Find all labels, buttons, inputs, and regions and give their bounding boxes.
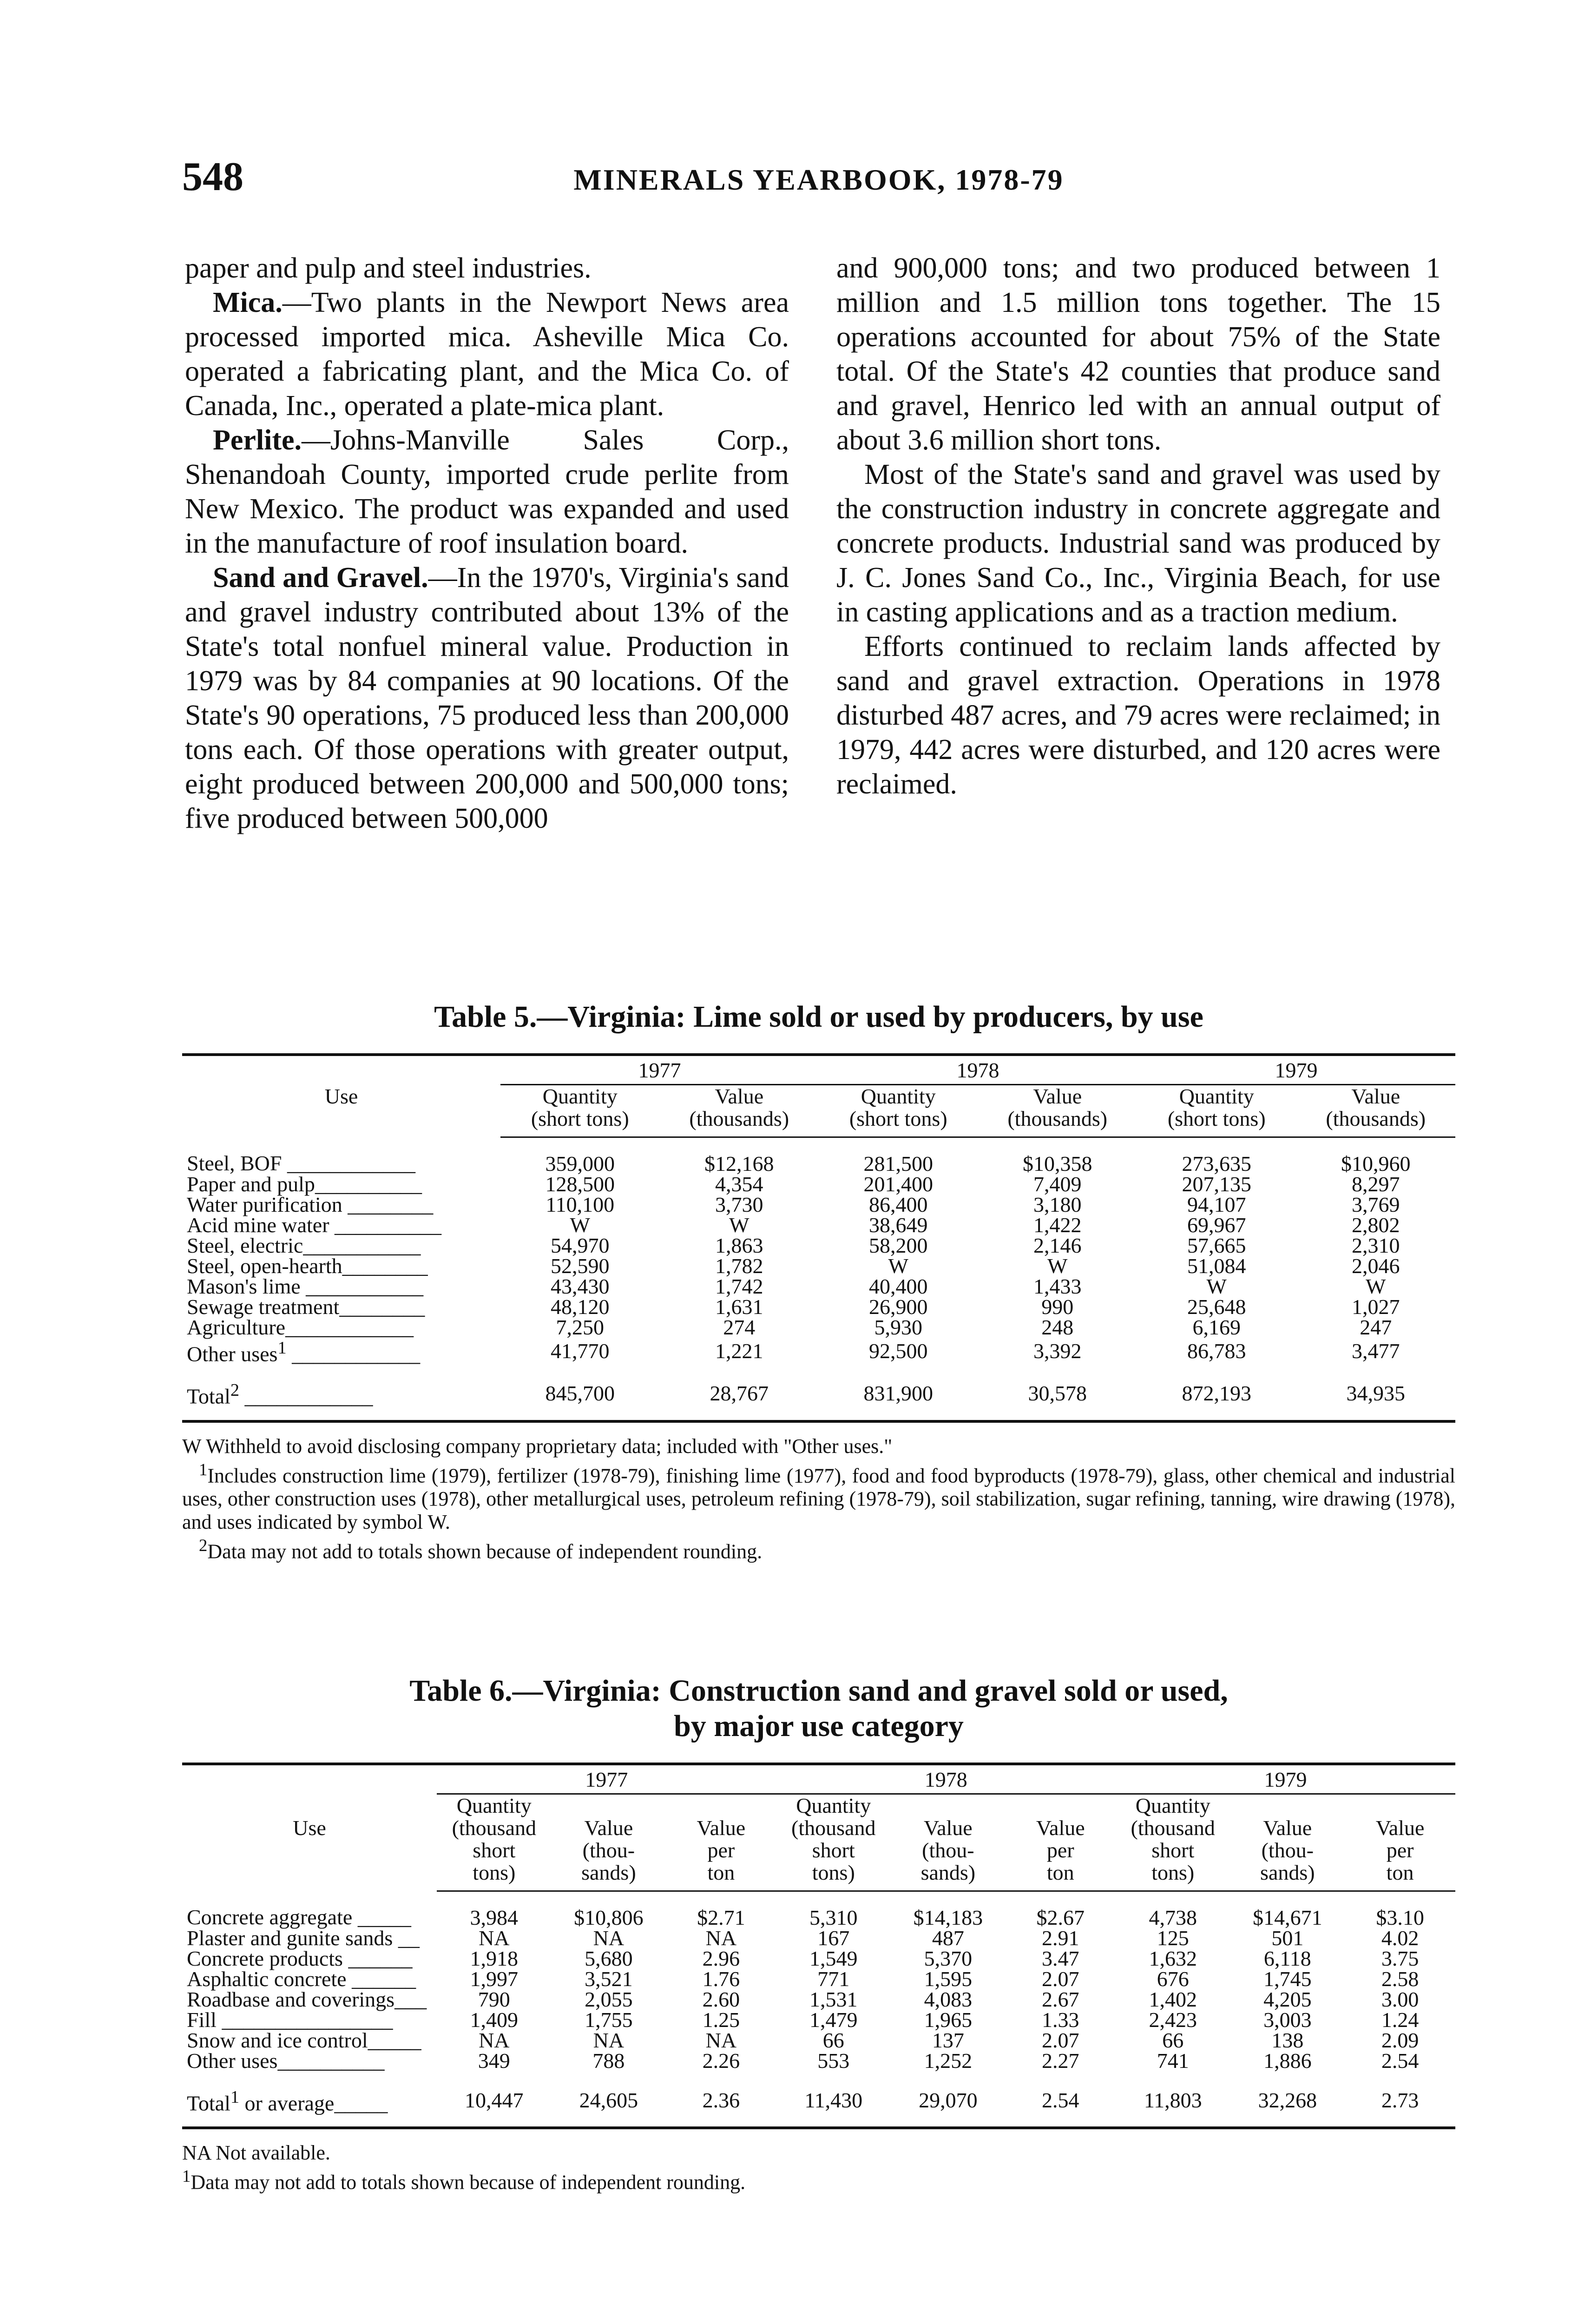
left-column xyxy=(185,251,789,836)
total-label: Total$^2$ ____________ xyxy=(182,1364,500,1421)
cell: $2.71 xyxy=(697,1906,745,1929)
cell: 1,409 xyxy=(470,2008,519,2032)
cell: $14,183 xyxy=(913,1906,983,1929)
cell: 3,180 xyxy=(1033,1193,1082,1216)
cell: $14,671 xyxy=(1253,1906,1322,1929)
row-label: Agriculture____________ xyxy=(187,1315,414,1339)
cell: $12,168 xyxy=(704,1152,774,1175)
paragraph-operations: and 900,000 tons; and two produced between 1 million and 1.5 million tons together. The 15 operations accounted for about 75% of the State total. Of the State's 42 counties that produce sand and gravel, Henrico led with an annual output of about 3.6 million short tons. xyxy=(836,252,1440,456)
cell: 137 xyxy=(932,2028,964,2052)
cell: 3,392 xyxy=(1033,1339,1082,1363)
cell: 51,084 xyxy=(1187,1254,1246,1278)
cell: 1,755 xyxy=(585,2008,633,2032)
run-in-heading-perlite: Perlite. xyxy=(213,424,302,456)
table-row xyxy=(182,1195,1455,1215)
cell: 86,400 xyxy=(869,1193,928,1216)
cell: 1,782 xyxy=(715,1254,763,1278)
cell: W xyxy=(729,1213,749,1237)
table-row xyxy=(182,1276,1455,1297)
cell: 125 xyxy=(1157,1926,1189,1950)
cell: 771 xyxy=(817,1967,850,1991)
cell: 128,500 xyxy=(545,1172,615,1196)
paragraph-text: —Two plants in the Newport News area processed imported mica. Asheville Mica Co. operated a fabricating plant, and the Mica Co. of Canada, Inc., operated a plate-mica plant. xyxy=(185,287,789,422)
table5-quantity-header: Quantity (short tons) xyxy=(819,1085,978,1137)
cell: 3,730 xyxy=(715,1193,763,1216)
cell: W xyxy=(1206,1274,1227,1298)
table5-year-header: 1977 xyxy=(500,1056,819,1085)
cell: 1.24 xyxy=(1381,2008,1419,2032)
cell: 86,783 xyxy=(1187,1339,1246,1363)
table5-quantity-header: Quantity (short tons) xyxy=(500,1085,660,1137)
table-row xyxy=(182,1174,1455,1195)
cell: 1,745 xyxy=(1263,1967,1312,1991)
table-row xyxy=(182,1969,1455,1989)
table5-value-header: Value (thousands) xyxy=(1296,1085,1456,1137)
table6-sand-gravel-by-use xyxy=(182,1673,1455,2194)
total-row xyxy=(182,1364,1455,1421)
cell: 4,738 xyxy=(1149,1906,1197,1929)
table6-quantity-header: Quantity (thousand short tons) xyxy=(776,1794,891,1891)
cell: 58,200 xyxy=(869,1234,928,1257)
cell: 2,310 xyxy=(1352,1234,1400,1257)
table6-per-ton-header: Value per ton xyxy=(1006,1794,1116,1891)
cell: 201,400 xyxy=(863,1172,933,1196)
cell: 3,769 xyxy=(1352,1193,1400,1216)
cell: 1,433 xyxy=(1033,1274,1082,1298)
footnote-1: $^1$Includes construction lime (1979), fertilizer (1978-79), finishing lime (1977), food and food byproducts (1978-79), glass, other chemical and industrial uses, other construction uses (1978), other metallurgical uses, petroleum refining (1978-79), soil stabilization, sugar refining, tanning, wire drawing (1978), and uses indicated by symbol W. xyxy=(182,1459,1455,1534)
cell: 3,521 xyxy=(585,1967,633,1991)
cell: 92,500 xyxy=(869,1339,928,1363)
right-column xyxy=(836,251,1440,801)
table5-quantity-header: Quantity (short tons) xyxy=(1137,1085,1296,1137)
cell: 1,252 xyxy=(924,2049,973,2073)
cell: 2,423 xyxy=(1149,2008,1197,2032)
table-row xyxy=(182,2030,1455,2051)
table6-year-header: 1977 xyxy=(437,1765,776,1794)
cell: 167 xyxy=(817,1926,850,1950)
cell: 1,402 xyxy=(1149,1987,1197,2011)
cell: 831,900 xyxy=(819,1364,978,1421)
cell: 1,531 xyxy=(809,1987,858,2011)
page-number: 548 xyxy=(182,154,243,199)
table5-year-header: 1978 xyxy=(819,1056,1137,1085)
table5-lime-by-use xyxy=(182,999,1455,1564)
footnote-na: NA Not available. xyxy=(182,2141,330,2165)
row-label: Snow and ice control_____ xyxy=(187,2028,421,2052)
cell: 4,354 xyxy=(715,1172,763,1196)
cell: 5,680 xyxy=(585,1947,633,1970)
cell: 3.00 xyxy=(1381,1987,1419,2011)
table5-footnotes xyxy=(182,1435,1455,1564)
cell: 30,578 xyxy=(978,1364,1137,1421)
cell: 553 xyxy=(817,2049,850,2073)
cell: 32,268 xyxy=(1230,2071,1345,2128)
row-label: Roadbase and coverings___ xyxy=(187,1987,427,2011)
cell: 2,046 xyxy=(1352,1254,1400,1278)
cell: 1,221 xyxy=(715,1339,763,1363)
cell: 2.60 xyxy=(702,1987,740,2011)
cell: 2.09 xyxy=(1381,2028,1419,2052)
cell: 872,193 xyxy=(1137,1364,1296,1421)
row-label: Paper and pulp__________ xyxy=(187,1172,422,1196)
table6-quantity-header: Quantity (thousand short tons) xyxy=(437,1794,552,1891)
cell: 69,967 xyxy=(1187,1213,1246,1237)
cell: 2.36 xyxy=(666,2071,776,2128)
cell: 29,070 xyxy=(891,2071,1006,2128)
cell: W xyxy=(1366,1274,1386,1298)
cell: NA xyxy=(705,2028,737,2052)
paragraph-reclamation: Efforts continued to reclaim lands affected by sand and gravel extraction. Operations in 1978 disturbed 487 acres, and 79 acres were reclaimed; in 1979, 442 acres were disturbed, and 120 acres were reclaimed. xyxy=(836,631,1440,800)
cell: 1,863 xyxy=(715,1234,763,1257)
cell: 1,997 xyxy=(470,1967,519,1991)
cell: 1,965 xyxy=(924,2008,973,2032)
cell: 66 xyxy=(1162,2028,1184,2052)
cell: 24,605 xyxy=(552,2071,666,2128)
paragraph-text: paper and pulp and steel industries. xyxy=(185,252,592,284)
cell: 1.33 xyxy=(1042,2008,1079,2032)
table6-footnotes xyxy=(182,2141,1455,2194)
table-row xyxy=(182,1256,1455,1276)
row-label: Mason's lime ___________ xyxy=(187,1274,424,1298)
cell: 2.27 xyxy=(1042,2049,1079,2073)
cell: 43,430 xyxy=(551,1274,610,1298)
row-label: Steel, open-hearth________ xyxy=(187,1254,428,1278)
cell: 2.91 xyxy=(1042,1926,1079,1950)
table5-value-header: Value (thousands) xyxy=(978,1085,1137,1137)
total-label: Total$^1$ or average_____ xyxy=(182,2071,437,2128)
cell: 48,120 xyxy=(551,1295,610,1319)
table-row xyxy=(182,1891,1455,1928)
cell: 10,447 xyxy=(437,2071,552,2128)
cell: 845,700 xyxy=(500,1364,660,1421)
cell: 57,665 xyxy=(1187,1234,1246,1257)
cell: 11,803 xyxy=(1116,2071,1230,2128)
cell: $10,358 xyxy=(1023,1152,1092,1175)
row-label: Sewage treatment________ xyxy=(187,1295,425,1319)
cell: 28,767 xyxy=(660,1364,819,1421)
cell: 1.25 xyxy=(702,2008,740,2032)
footnote-2: $^2$Data may not add to totals shown because of independent rounding. xyxy=(199,1536,763,1563)
cell: 41,770 xyxy=(551,1339,610,1363)
cell: 138 xyxy=(1271,2028,1304,2052)
cell: 2.54 xyxy=(1381,2049,1419,2073)
cell: 1,479 xyxy=(809,2008,858,2032)
cell: 790 xyxy=(478,1987,510,2011)
cell: 1,742 xyxy=(715,1274,763,1298)
cell: W xyxy=(1047,1254,1068,1278)
cell: 676 xyxy=(1157,1967,1189,1991)
cell: 2,055 xyxy=(585,1987,633,2011)
cell: 94,107 xyxy=(1187,1193,1246,1216)
row-label: Acid mine water __________ xyxy=(187,1213,442,1237)
row-label: Fill ________________ xyxy=(187,2008,393,2032)
cell: 1,918 xyxy=(470,1947,519,1970)
table6-per-ton-header: Value per ton xyxy=(666,1794,776,1891)
table6-use-header: Use xyxy=(293,1816,326,1840)
cell: 1,027 xyxy=(1352,1295,1400,1319)
cell: NA xyxy=(705,1926,737,1950)
row-label: Concrete aggregate _____ xyxy=(187,1905,411,1929)
cell: 25,648 xyxy=(1187,1295,1246,1319)
cell: $3.10 xyxy=(1376,1906,1424,1929)
cell: 5,370 xyxy=(924,1947,973,1970)
cell: 5,310 xyxy=(809,1906,858,1929)
cell: 54,970 xyxy=(551,1234,610,1257)
cell: 990 xyxy=(1041,1295,1074,1319)
table5-title: Table 5.—Virginia: Lime sold or used by producers, by use xyxy=(434,1000,1203,1034)
cell: 1,632 xyxy=(1149,1947,1197,1970)
cell: NA xyxy=(593,2028,625,2052)
cell: 7,250 xyxy=(556,1315,604,1339)
cell: NA xyxy=(479,2028,510,2052)
cell: 26,900 xyxy=(869,1295,928,1319)
table6-value-header: Value (thou- sands) xyxy=(552,1794,666,1891)
table6-year-header: 1979 xyxy=(1116,1765,1455,1794)
cell: 1,595 xyxy=(924,1967,973,1991)
table6-quantity-header: Quantity (thousand short tons) xyxy=(1116,1794,1230,1891)
cell: 40,400 xyxy=(869,1274,928,1298)
cell: 11,430 xyxy=(776,2071,891,2128)
cell: 3,003 xyxy=(1263,2008,1312,2032)
paragraph-construction-use: Most of the State's sand and gravel was used by the construction industry in concrete aggregate and concrete products. Industrial sand was produced by J. C. Jones Sand Co., Inc., Virginia Beach, for use in casting applications and as a traction medium. xyxy=(836,459,1440,628)
table-row xyxy=(182,1948,1455,1969)
run-in-heading-sand-gravel: Sand and Gravel. xyxy=(213,562,428,594)
cell: 1,422 xyxy=(1033,1213,1082,1237)
table-row xyxy=(182,1137,1455,1175)
table-row xyxy=(182,1338,1455,1364)
table-row xyxy=(182,1297,1455,1317)
cell: 4,205 xyxy=(1263,1987,1312,2011)
cell: 52,590 xyxy=(551,1254,610,1278)
table6-title: Table 6.—Virginia: Construction sand and gravel sold or used, by major use category xyxy=(409,1674,1228,1743)
cell: 359,000 xyxy=(545,1152,615,1175)
cell: 4.02 xyxy=(1381,1926,1419,1950)
cell: 2.73 xyxy=(1345,2071,1455,2128)
table6-per-ton-header: Value per ton xyxy=(1345,1794,1455,1891)
cell: 66 xyxy=(822,2028,844,2052)
cell: $10,806 xyxy=(574,1906,644,1929)
paragraph-mica xyxy=(185,285,789,423)
cell: 6,118 xyxy=(1263,1947,1311,1970)
cell: 2.26 xyxy=(702,2049,740,2073)
table5-grid xyxy=(182,1056,1455,1423)
cell: 2.07 xyxy=(1042,1967,1079,1991)
cell: $2.67 xyxy=(1036,1906,1085,1929)
paragraph-text: —Johns-Manville Sales Corp., Shenandoah County, imported crude perlite from New Mexico. The product was expanded and used in the manufacture of roof insulation board. xyxy=(185,424,789,559)
cell: 501 xyxy=(1271,1926,1304,1950)
table6-year-header: 1978 xyxy=(776,1765,1115,1794)
table6-grid xyxy=(182,1765,1455,2129)
cell: 34,935 xyxy=(1296,1364,1456,1421)
footnote-w: W Withheld to avoid disclosing company proprietary data; included with "Other uses." xyxy=(182,1434,893,1458)
cell: 349 xyxy=(478,2049,510,2073)
table5-year-header: 1979 xyxy=(1137,1056,1455,1085)
cell: 207,135 xyxy=(1182,1172,1251,1196)
cell: 2.96 xyxy=(702,1947,740,1970)
row-label: Asphaltic concrete ______ xyxy=(187,1967,416,1991)
cell: W xyxy=(888,1254,908,1278)
table6-value-header: Value (thou- sands) xyxy=(1230,1794,1345,1891)
cell: 281,500 xyxy=(863,1152,933,1175)
table-row xyxy=(182,2051,1455,2071)
table-row xyxy=(182,1317,1455,1338)
cell: 6,169 xyxy=(1192,1315,1241,1339)
paragraph-perlite xyxy=(185,423,789,561)
cell: 4,083 xyxy=(924,1987,973,2011)
table-row xyxy=(182,2010,1455,2030)
cell: 3.75 xyxy=(1381,1947,1419,1970)
cell: 1,631 xyxy=(715,1295,763,1319)
run-in-heading-mica: Mica. xyxy=(213,287,283,318)
running-title: MINERALS YEARBOOK, 1978-79 xyxy=(573,163,1064,196)
table5-value-header: Value (thousands) xyxy=(660,1085,819,1137)
row-label: Steel, electric___________ xyxy=(187,1234,421,1257)
cell: W xyxy=(570,1213,590,1237)
cell: 273,635 xyxy=(1182,1152,1251,1175)
paragraph-text: —In the 1970's, Virginia's sand and gravel industry contributed about 13% of the State's total nonfuel mineral value. Production in 1979 was by 84 companies at 90 locations. Of the State's 90 operations, 75 produced less than 200,000 tons each. Of those operations with greater output, eight produced between 200,000 and 500,000 tons; five produced between 500,000 xyxy=(185,562,789,834)
cell: 741 xyxy=(1157,2049,1189,2073)
cell: 7,409 xyxy=(1033,1172,1082,1196)
cell: 788 xyxy=(592,2049,625,2073)
cell: NA xyxy=(593,1926,625,1950)
cell: 2,802 xyxy=(1352,1213,1400,1237)
cell: 110,100 xyxy=(546,1193,615,1216)
table-row xyxy=(182,1235,1455,1256)
cell: NA xyxy=(479,1926,510,1950)
cell: 2.07 xyxy=(1042,2028,1079,2052)
cell: 2.54 xyxy=(1006,2071,1116,2128)
cell: 3.47 xyxy=(1042,1947,1079,1970)
cell: 8,297 xyxy=(1352,1172,1400,1196)
cell: 2.67 xyxy=(1042,1987,1079,2011)
cell: 274 xyxy=(723,1315,756,1339)
cell: 247 xyxy=(1360,1315,1392,1339)
row-label: Plaster and gunite sands __ xyxy=(187,1926,420,1950)
row-label: Water purification ________ xyxy=(187,1193,434,1216)
row-label: Other uses__________ xyxy=(187,2049,385,2073)
paragraph-sand-gravel xyxy=(185,561,789,836)
cell: 3,984 xyxy=(470,1906,519,1929)
cell: 38,649 xyxy=(869,1213,928,1237)
cell: 1.76 xyxy=(702,1967,740,1991)
row-label: Other uses$^1$ ____________ xyxy=(187,1338,421,1366)
cell: $10,960 xyxy=(1341,1152,1411,1175)
cell: 2,146 xyxy=(1033,1234,1082,1257)
cell: 1,549 xyxy=(809,1947,858,1970)
row-label: Steel, BOF ____________ xyxy=(187,1151,415,1175)
footnote-1: $^1$Data may not add to totals shown because of independent rounding. xyxy=(182,2166,746,2194)
table5-use-header: Use xyxy=(324,1084,358,1109)
table-row xyxy=(182,1928,1455,1948)
table6-value-header: Value (thou- sands) xyxy=(891,1794,1006,1891)
cell: 1,886 xyxy=(1263,2049,1312,2073)
page-header xyxy=(182,153,1455,205)
cell: 5,930 xyxy=(874,1315,922,1339)
row-label: Concrete products ______ xyxy=(187,1947,413,1970)
table-row xyxy=(182,1215,1455,1235)
total-row xyxy=(182,2071,1455,2128)
table-row xyxy=(182,1989,1455,2010)
cell: 487 xyxy=(932,1926,964,1950)
cell: 2.58 xyxy=(1381,1967,1419,1991)
paragraph-paper-pulp xyxy=(185,251,789,285)
cell: 248 xyxy=(1041,1315,1074,1339)
cell: 3,477 xyxy=(1352,1339,1400,1363)
